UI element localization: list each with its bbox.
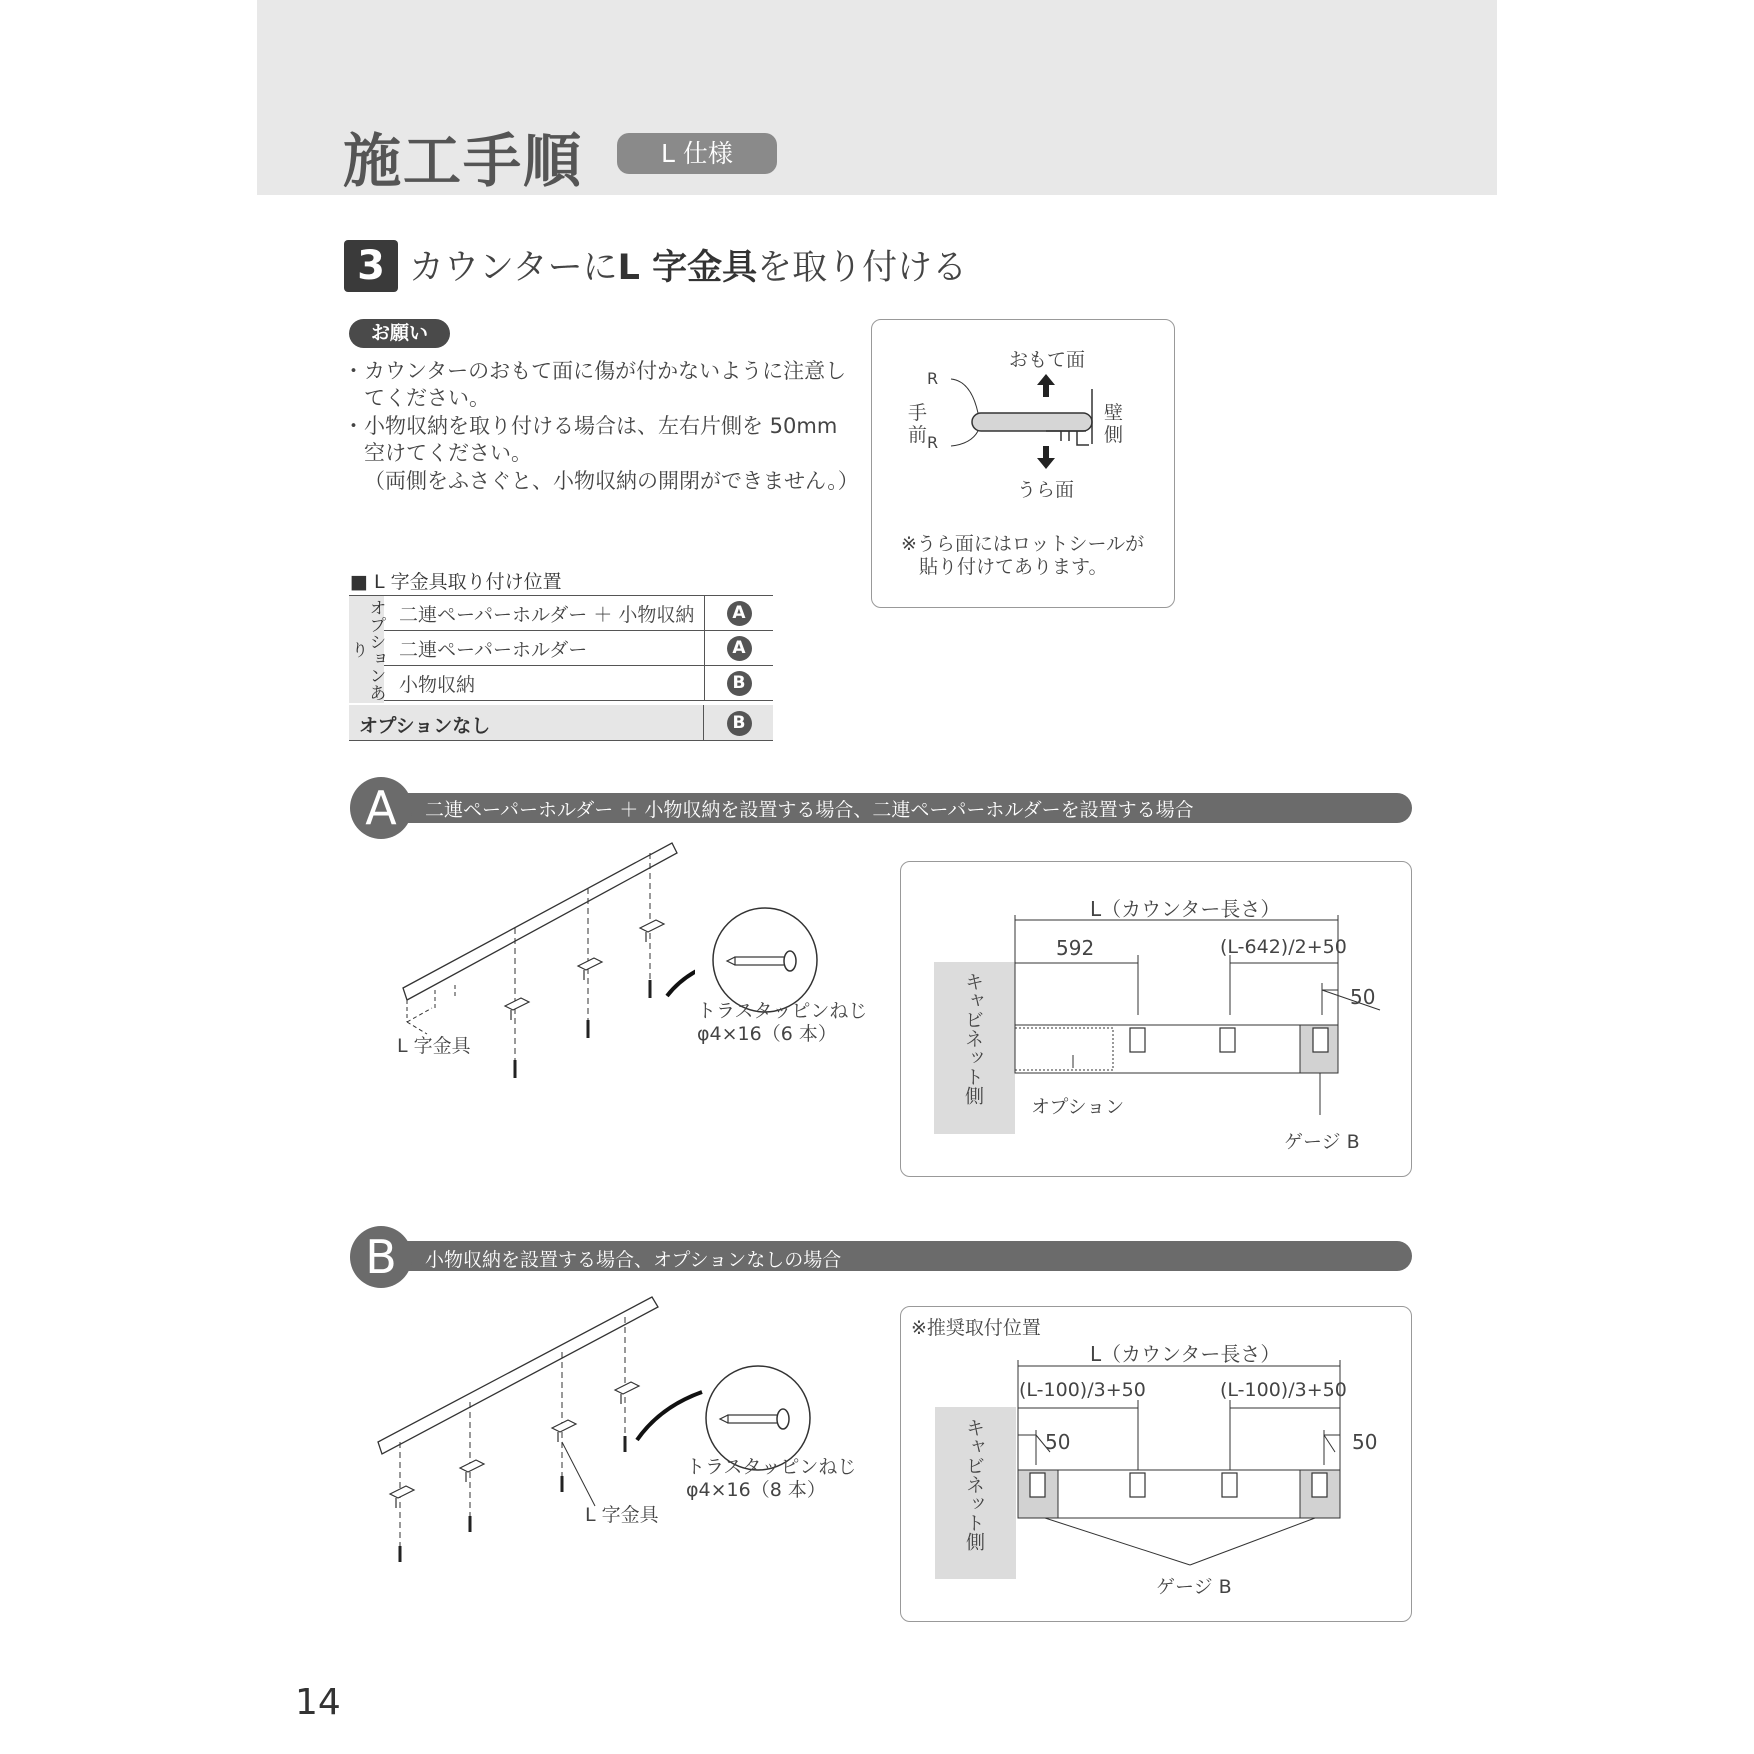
- dim-left-label: 592: [1056, 936, 1095, 960]
- bracket-label: L 字金具: [397, 1035, 471, 1057]
- dim-left-label: (L-100)/3+50: [1019, 1379, 1146, 1401]
- wall-side-label: 壁: [1104, 402, 1124, 424]
- section-b-letter: B: [350, 1226, 412, 1288]
- dim-total-label: L（カウンター長さ）: [1090, 1342, 1281, 1366]
- dim-total-label: L（カウンター長さ）: [1090, 897, 1281, 921]
- mark-circle: A: [727, 601, 752, 626]
- table-mark-cell: [703, 705, 774, 740]
- table-row: [384, 596, 773, 631]
- screw-size-label: φ4×16（8 本）: [686, 1479, 826, 1501]
- wall-side-label: 側: [1104, 424, 1124, 446]
- position-table: [384, 596, 773, 701]
- notice-label: お願い: [349, 319, 450, 348]
- dim-edge-label: 50: [1350, 985, 1376, 1009]
- notice-line: ・カウンターのおもて面に傷が付かないように注意し: [343, 359, 847, 383]
- section-a-title: 二連ペーパーホルダー ＋ 小物収納を設置する場合、二連ペーパーホルダーを設置する場合: [425, 799, 1194, 821]
- front-side-label: 前: [908, 424, 928, 446]
- mark-circle: B: [727, 671, 752, 696]
- mark-circle: B: [727, 711, 752, 736]
- option-label: オプション: [1031, 1096, 1125, 1118]
- bracket-label: L 字金具: [585, 1504, 659, 1526]
- notice-line: てください。: [364, 386, 490, 410]
- section-a-letter: A: [350, 777, 412, 839]
- radius-label: R: [927, 369, 939, 388]
- dim-right-label: (L-642)/2+50: [1220, 936, 1347, 958]
- gauge-label: ゲージ B: [1284, 1131, 1360, 1153]
- section-b-title: 小物収納を設置する場合、オプションなしの場合: [425, 1249, 842, 1271]
- table-cell: 二連ペーパーホルダー ＋ 小物収納: [384, 596, 705, 631]
- mark-circle: A: [727, 636, 752, 661]
- front-surface-label: おもて面: [1009, 349, 1086, 371]
- table-mark-cell: [705, 631, 774, 666]
- dim-right-label: (L-100)/3+50: [1220, 1379, 1347, 1401]
- table-row-none: [349, 705, 773, 741]
- section-b-counter-illustration: [370, 1292, 710, 1572]
- front-side-label: 手: [908, 402, 928, 424]
- diagram-note: ※うら面にはロットシールが: [901, 533, 1145, 555]
- table-cell: 小物収納: [384, 666, 705, 701]
- table-mark-cell: [705, 666, 774, 701]
- table-group-label: オプションあり: [349, 596, 384, 703]
- notice-line: （両側をふさぐと、小物収納の開閉ができません。）: [364, 469, 859, 493]
- step-title: カウンターにL 字金具を取り付ける: [409, 248, 968, 288]
- table-row: [384, 631, 773, 666]
- section-b-dimension-diagram: [1010, 1340, 1390, 1590]
- radius-label: R: [927, 433, 939, 452]
- dim-edge-right-label: 50: [1352, 1430, 1378, 1454]
- cabinet-side-label: キャビネット側: [962, 972, 984, 1105]
- notice-line: 空けてください。: [364, 441, 532, 465]
- screw-label: トラスタッピンねじ: [686, 1456, 857, 1478]
- screw-label: トラスタッピンねじ: [697, 1000, 868, 1022]
- step-number: 3: [344, 240, 398, 292]
- table-cell: 二連ペーパーホルダー: [384, 631, 705, 666]
- dim-edge-left-label: 50: [1045, 1430, 1071, 1454]
- notice-line: ・小物収納を取り付ける場合は、左右片側を 50mm: [343, 414, 838, 438]
- cabinet-side-label: キャビネット側: [963, 1418, 985, 1551]
- table-title: ■ L 字金具取り付け位置: [350, 571, 562, 593]
- spec-badge: L 仕様: [617, 133, 777, 174]
- diagram-note: 貼り付けてあります。: [919, 556, 1108, 578]
- table-mark-cell: [705, 596, 774, 631]
- table-row: [384, 666, 773, 701]
- recommend-label: ※推奨取付位置: [911, 1317, 1041, 1339]
- screw-size-label: φ4×16（6 本）: [697, 1023, 837, 1045]
- back-surface-label: うら面: [1017, 479, 1075, 501]
- gauge-label: ゲージ B: [1156, 1576, 1232, 1598]
- page-number: 14: [295, 1682, 341, 1723]
- page-title: 施工手順: [343, 127, 584, 195]
- table-cell: オプションなし: [359, 715, 491, 737]
